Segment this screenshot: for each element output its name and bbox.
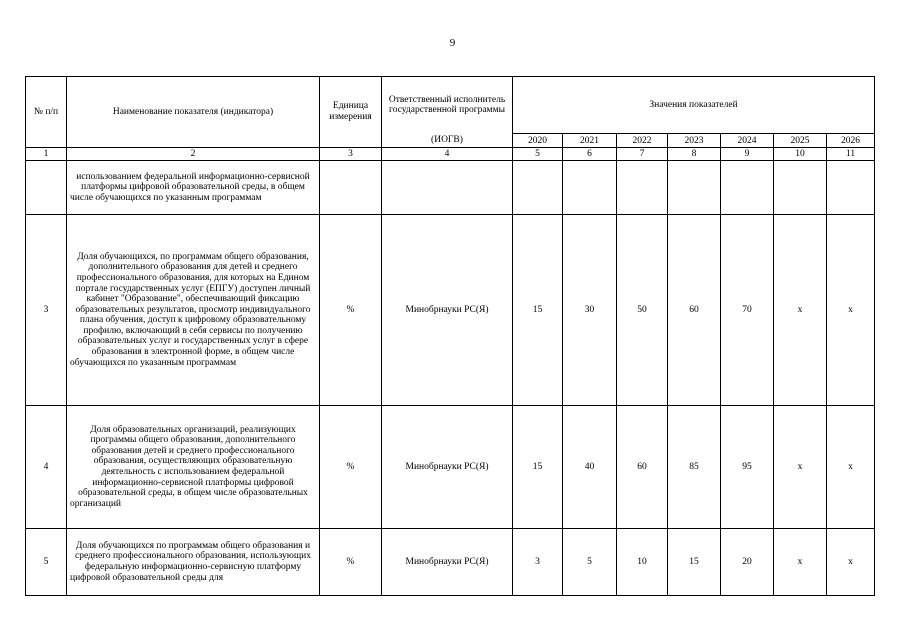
row-value-2020: 15	[513, 406, 563, 529]
row-num: 4	[26, 406, 67, 529]
row-num	[26, 161, 67, 215]
row-value-2025	[774, 161, 827, 215]
col-num-3: 3	[320, 148, 382, 161]
row-unit: %	[320, 215, 382, 406]
row-value-2023	[668, 161, 721, 215]
row-value-2021: 30	[563, 215, 617, 406]
col-num-5: 5	[513, 148, 563, 161]
row-value-2026: x	[827, 215, 875, 406]
header-row	[26, 77, 875, 134]
row-value-2022: 50	[617, 215, 668, 406]
row-executor	[382, 161, 513, 215]
row-name: Доля образовательных организаций, реализующих программы общего образования, дополнительного образования детей и среднего профессионального образования, осуществляющих образовательную деятельность с использованием федеральной информационно-сервисной платформы цифровой образовательной среды, в общем числе образовательных организаций	[67, 406, 320, 529]
table-row	[26, 406, 875, 529]
row-value-2025: x	[774, 529, 827, 596]
row-executor: Минобрнауки РС(Я)	[382, 529, 513, 596]
col-num-1: 1	[26, 148, 67, 161]
indicators-table	[25, 76, 875, 596]
row-value-2026: x	[827, 529, 875, 596]
row-unit: %	[320, 529, 382, 596]
header-name: Наименование показателя (индикатора)	[67, 77, 320, 148]
col-num-11: 11	[827, 148, 875, 161]
row-name: использованием федеральной информационно-сервисной платформы цифровой образовательной среды, в общем числе обучающихся по указанным программам	[67, 161, 320, 215]
row-value-2026	[827, 161, 875, 215]
header-executor-abbr: (ИОГВ)	[382, 134, 513, 148]
table-row	[26, 161, 875, 215]
col-num-4: 4	[382, 148, 513, 161]
page-number: 9	[449, 37, 456, 49]
row-executor: Минобрнауки РС(Я)	[382, 215, 513, 406]
year-2026: 2026	[827, 134, 875, 148]
table-row	[26, 215, 875, 406]
col-num-6: 6	[563, 148, 617, 161]
row-value-2022: 60	[617, 406, 668, 529]
row-value-2025: x	[774, 406, 827, 529]
col-num-10: 10	[774, 148, 827, 161]
row-name: Доля обучающихся, по программам общего образования, дополнительного образования для детей и среднего профессионального образования, для которых на Едином портале государственных услуг (ЕПГУ) доступен личный кабинет "Образование", обеспечивающий фиксацию образовательных результатов, просмотр индивидуального плана обучения, доступ к цифровому образовательному профилю, включающий в себя сервисы по получению образовательных услуг и государственных услуг в сфере образования в электронной форме, в общем числе обучающихся по указанным программам	[67, 215, 320, 406]
column-numbers-row	[26, 148, 875, 161]
row-name: Доля обучающихся по программам общего образования и среднего профессионального образования, использующих федеральную информационно-сервисную платформу цифровой образовательной среды для	[67, 529, 320, 596]
col-num-9: 9	[721, 148, 774, 161]
row-value-2021	[563, 161, 617, 215]
row-value-2020: 15	[513, 215, 563, 406]
row-num: 3	[26, 215, 67, 406]
row-value-2021: 40	[563, 406, 617, 529]
row-value-2024: 20	[721, 529, 774, 596]
year-2024: 2024	[721, 134, 774, 148]
header-unit: Единица измерения	[320, 77, 382, 148]
row-value-2024	[721, 161, 774, 215]
row-value-2026: x	[827, 406, 875, 529]
year-2025: 2025	[774, 134, 827, 148]
row-value-2022	[617, 161, 668, 215]
row-value-2024: 95	[721, 406, 774, 529]
header-num: № п/п	[26, 77, 67, 148]
col-num-7: 7	[617, 148, 668, 161]
header-values: Значения показателей	[513, 77, 875, 134]
row-num: 5	[26, 529, 67, 596]
row-value-2023: 15	[668, 529, 721, 596]
row-unit	[320, 161, 382, 215]
year-2023: 2023	[668, 134, 721, 148]
col-num-2: 2	[67, 148, 320, 161]
row-value-2021: 5	[563, 529, 617, 596]
table-row	[26, 529, 875, 596]
row-value-2022: 10	[617, 529, 668, 596]
header-executor: Ответственный исполнитель государственной программы	[382, 77, 513, 134]
row-value-2020: 3	[513, 529, 563, 596]
year-2021: 2021	[563, 134, 617, 148]
col-num-8: 8	[668, 148, 721, 161]
year-2022: 2022	[617, 134, 668, 148]
row-executor: Минобрнауки РС(Я)	[382, 406, 513, 529]
row-value-2024: 70	[721, 215, 774, 406]
row-value-2023: 85	[668, 406, 721, 529]
row-unit: %	[320, 406, 382, 529]
row-value-2025: x	[774, 215, 827, 406]
row-value-2023: 60	[668, 215, 721, 406]
year-2020: 2020	[513, 134, 563, 148]
row-value-2020	[513, 161, 563, 215]
